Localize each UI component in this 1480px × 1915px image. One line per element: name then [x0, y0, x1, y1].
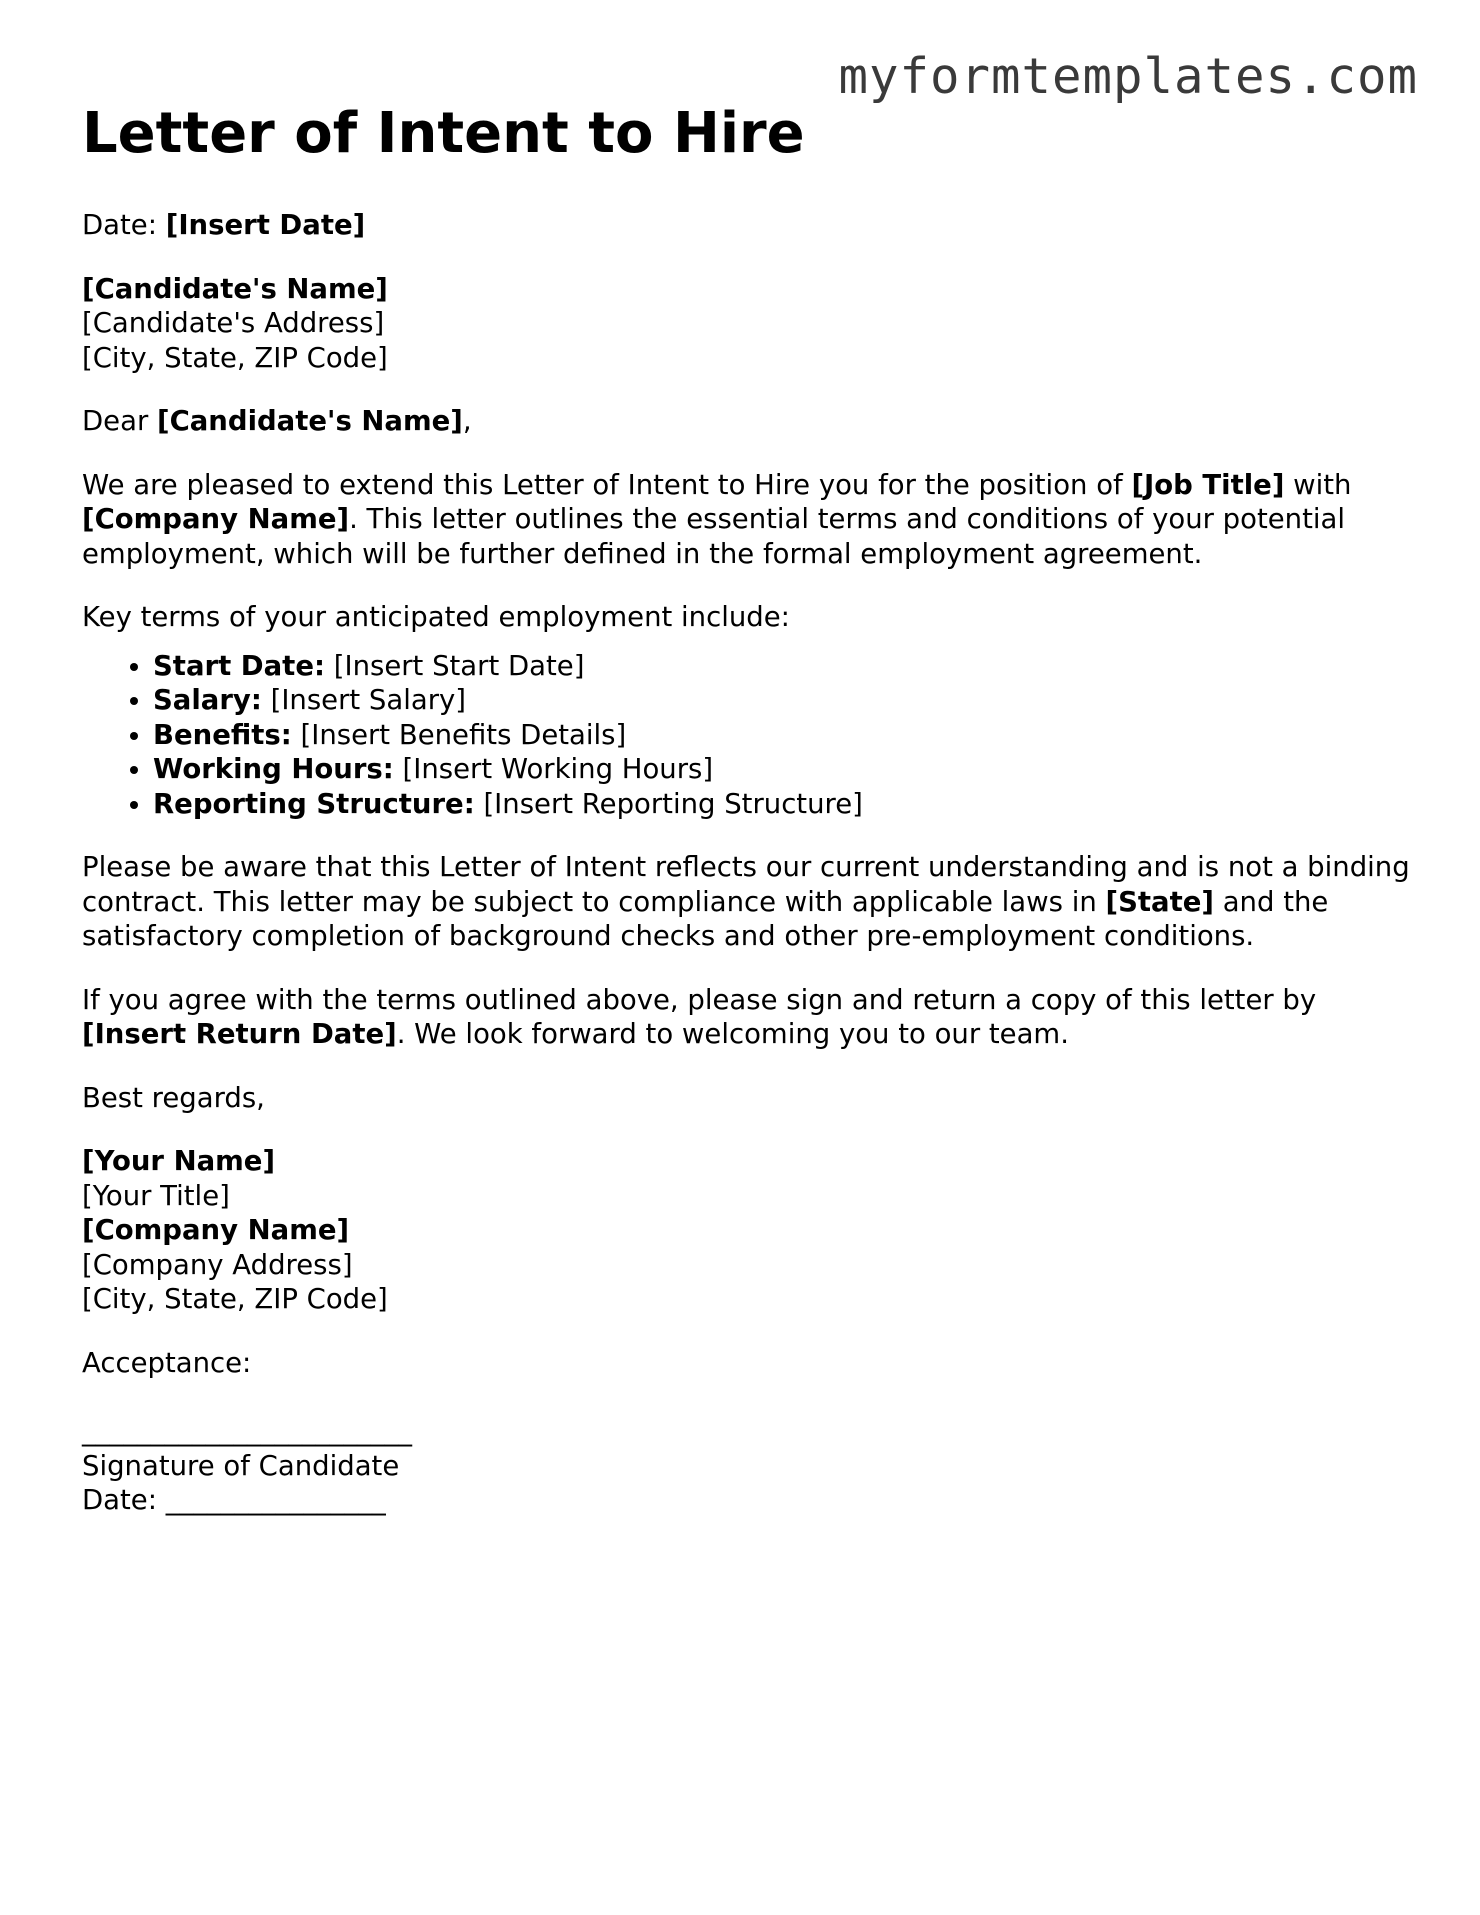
date-line	[82, 208, 1412, 243]
list-item	[153, 787, 1412, 822]
sender-address: [Company Address]	[82, 1248, 353, 1281]
intro-text-1: We are pleased to extend this Letter of Intent to Hire you for the position of	[82, 468, 1132, 501]
acceptance-date	[82, 1483, 1412, 1518]
term-label: Working Hours:	[153, 753, 394, 785]
disclaimer-text-2: and the satisfactory completion of background checks and other pre-employment conditions.	[82, 885, 1329, 952]
term-value: [Insert Working Hours]	[393, 753, 714, 785]
sender-title: [Your Title]	[82, 1179, 230, 1212]
term-label: Salary:	[153, 684, 262, 716]
return-text-1: If you agree with the terms outlined above, please sign and return a copy of this letter by	[82, 983, 1317, 1016]
return-paragraph	[82, 983, 1412, 1052]
acceptance-block	[82, 1346, 1412, 1518]
company-name-placeholder: [Company Name]	[82, 503, 350, 535]
salutation	[82, 404, 1412, 439]
candidate-city: [City, State, ZIP Code]	[82, 341, 388, 374]
salutation-suffix: ,	[462, 405, 472, 437]
closing: Best regards,	[82, 1081, 265, 1114]
letter-document	[82, 100, 1412, 1518]
signature-line: ________________________	[82, 1415, 412, 1447]
intro-paragraph	[82, 468, 1412, 572]
disclaimer-text-1: Please be aware that this Letter of Intent reflects our current understanding and is not a binding contract. This letter may be subject to compliance with applicable laws in	[82, 851, 1410, 918]
term-label: Start Date:	[153, 649, 325, 682]
salutation-name: [Candidate's Name]	[157, 405, 463, 437]
sender-name: [Your Name]	[82, 1145, 276, 1177]
salutation-prefix: Dear	[82, 405, 157, 437]
list-item	[153, 683, 1412, 718]
term-label: Benefits:	[153, 718, 292, 751]
candidate-name: [Candidate's Name]	[82, 272, 388, 305]
terms-intro: Key terms of your anticipated employment include:	[82, 601, 790, 633]
term-value: [Insert Start Date]	[324, 649, 585, 682]
acceptance-date-label: Date:	[82, 1484, 166, 1516]
acceptance-label: Acceptance:	[82, 1346, 252, 1379]
return-text-2: . We look forward to welcoming you to our team.	[396, 1018, 1069, 1050]
watermark: myformtemplates.com	[838, 48, 1418, 105]
list-item	[153, 752, 1412, 787]
sender-block	[82, 1144, 1412, 1317]
return-date-placeholder: [Insert Return Date]	[82, 1018, 397, 1050]
list-item	[153, 718, 1412, 753]
date-label: Date:	[82, 209, 166, 241]
term-value: [Insert Salary]	[261, 684, 467, 716]
state-placeholder: [State]	[1105, 885, 1214, 918]
term-label: Reporting Structure:	[153, 787, 475, 820]
term-value: [Insert Benefits Details]	[291, 718, 627, 751]
candidate-address-block	[82, 272, 1412, 376]
job-title-placeholder: [Job Title]	[1131, 468, 1285, 501]
sender-company: [Company Name]	[82, 1214, 350, 1246]
sender-city: [City, State, ZIP Code]	[82, 1283, 388, 1315]
signature-label: Signature of Candidate	[82, 1449, 400, 1482]
intro-text-2: with	[1284, 468, 1352, 501]
list-item	[153, 649, 1412, 684]
page-title: Letter of Intent to Hire	[82, 101, 805, 166]
acceptance-date-line: ________________	[165, 1484, 386, 1516]
terms-list	[82, 649, 1412, 822]
date-value: [Insert Date]	[165, 209, 366, 241]
disclaimer-paragraph	[82, 850, 1412, 954]
intro-text-3: . This letter outlines the essential terms and conditions of your potential employment, which will be further defined in the formal employment agreement.	[82, 503, 1345, 570]
candidate-address: [Candidate's Address]	[82, 307, 385, 339]
term-value: [Insert Reporting Structure]	[474, 787, 863, 820]
